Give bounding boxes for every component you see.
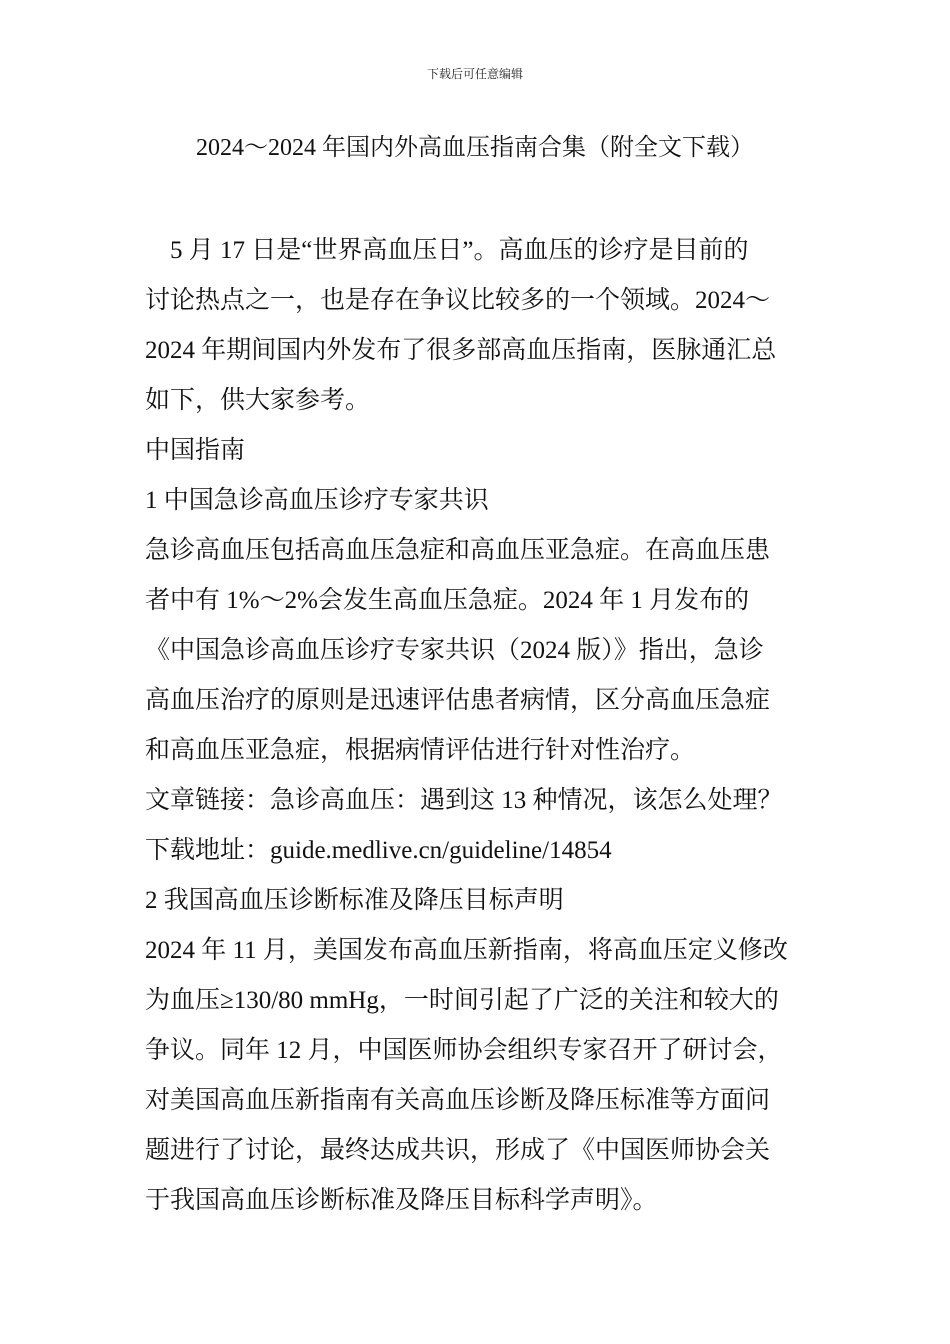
subsection-heading-2: 2 我国高血压诊断标准及降压目标声明 <box>145 887 564 914</box>
paragraph-line: 5 月 17 日是“世界高血压日”。高血压的诊疗是目前的 <box>170 237 749 264</box>
paragraph-line: 高血压治疗的原则是迅速评估患者病情，区分高血压急症 <box>145 687 771 714</box>
paragraph-line: 急诊高血压包括高血压急症和高血压亚急症。在高血压患 <box>145 537 771 564</box>
paragraph-line: 者中有 1%～2%会发生高血压急症。2024 年 1 月发布的 <box>145 587 750 614</box>
subsection-heading-1: 1 中国急诊高血压诊疗专家共识 <box>145 487 489 514</box>
paragraph-line: 如下，供大家参考。 <box>145 387 371 414</box>
paragraph-line: 2024 年期间国内外发布了很多部高血压指南，医脉通汇总 <box>145 337 777 364</box>
paragraph-line: 对美国高血压新指南有关高血压诊断及降压标准等方面问 <box>145 1087 771 1114</box>
download-address-line: 下载地址：guide.medlive.cn/guideline/14854 <box>145 837 612 864</box>
paragraph-line: 讨论热点之一，也是存在争议比较多的一个领域。2024～ <box>145 287 771 314</box>
document-body <box>145 226 810 1226</box>
section-heading-china-guidelines: 中国指南 <box>145 437 246 464</box>
paragraph-line: 为血压≥130/80 mmHg，一时间引起了广泛的关注和较大的 <box>145 987 779 1014</box>
article-link-line: 文章链接：急诊高血压：遇到这 13 种情况，该怎么处理？ <box>145 787 783 814</box>
paragraph-line: 和高血压亚急症，根据病情评估进行针对性治疗。 <box>145 737 696 764</box>
paragraph-line: 于我国高血压诊断标准及降压目标科学声明》。 <box>145 1187 658 1214</box>
paragraph-line: 《中国急诊高血压诊疗专家共识（2024 版）》指出，急诊 <box>145 637 764 664</box>
document-title: 2024～2024 年国内外高血压指南合集（附全文下载） <box>196 135 754 161</box>
header-note: 下载后可任意编辑 <box>426 67 523 81</box>
paragraph-line: 2024 年 11 月，美国发布高血压新指南，将高血压定义修改 <box>145 937 788 964</box>
paragraph-line: 题进行了讨论，最终达成共识，形成了《中国医师协会关 <box>145 1137 771 1164</box>
paragraph-line: 争议。同年 12 月，中国医师协会组织专家召开了研讨会， <box>145 1037 783 1064</box>
